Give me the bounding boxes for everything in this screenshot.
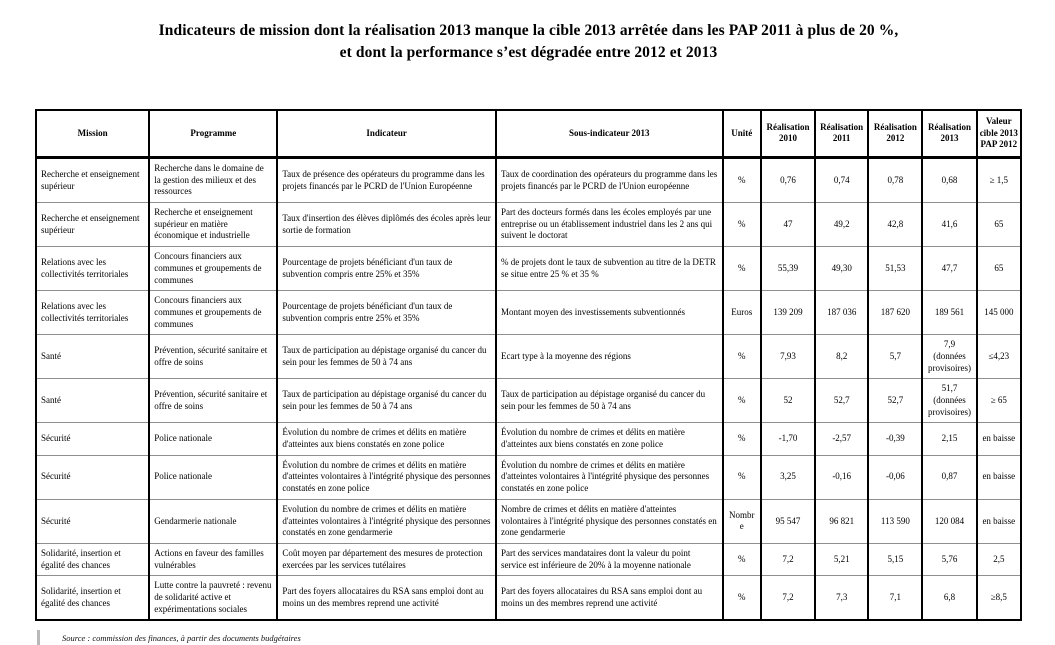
table-cell: 0,87	[922, 455, 976, 499]
table-cell: Concours financiers aux communes et groupements de communes	[149, 247, 277, 291]
table-cell: Part des foyers allocataires du RSA sans emploi dont au moins un des membres reprend une activité	[496, 576, 723, 621]
table-cell: Concours financiers aux communes et groupements de communes	[149, 291, 277, 335]
table-cell: Recherche et enseignement supérieur	[36, 158, 149, 203]
table-cell: Pourcentage de projets bénéficiant d'un taux de subvention compris entre 25% et 35%	[277, 291, 496, 335]
table-cell: Sécurité	[36, 423, 149, 455]
table-cell: Part des foyers allocataires du RSA sans emploi dont au moins un des membres reprend une activité	[277, 576, 496, 621]
column-header-valeur-cible: Valeur cible 2013 PAP 2012	[977, 110, 1021, 158]
table-cell: Recherche dans le domaine de la gestion des milieux et des ressources	[149, 158, 277, 203]
table-row	[36, 335, 1021, 379]
table-cell: 2,5	[977, 543, 1021, 575]
table-cell: % de projets dont le taux de subvention au titre de la DETR se situe entre 25 % et 35 %	[496, 247, 723, 291]
table-cell: 187 036	[815, 291, 868, 335]
table-cell: Gendarmerie nationale	[149, 499, 277, 543]
table-cell: 187 620	[868, 291, 922, 335]
table-header-row	[36, 110, 1021, 158]
table-cell: 145 000	[977, 291, 1021, 335]
table-row	[36, 291, 1021, 335]
table-header	[36, 110, 1021, 158]
table-row	[36, 158, 1021, 203]
table-row	[36, 543, 1021, 575]
table-cell: 0,76	[761, 158, 815, 203]
table-cell: 49,2	[815, 203, 868, 247]
table-cell: Évolution du nombre de crimes et délits en matière d'atteintes aux biens constatés en zone police	[496, 423, 723, 455]
table-cell: ≥ 1,5	[977, 158, 1021, 203]
source-note: Source : commission des finances, à partir des documents budgétaires	[62, 632, 301, 643]
column-header-indicateur: Indicateur	[277, 110, 496, 158]
column-header-realisation-2013: Réalisation 2013	[922, 110, 976, 158]
table-cell: Solidarité, insertion et égalité des chances	[36, 543, 149, 575]
table-cell: -0,39	[868, 423, 922, 455]
table-cell: 7,9 (données provisoires)	[922, 335, 976, 379]
table-cell: 49,30	[815, 247, 868, 291]
table-cell: 52,7	[868, 379, 922, 423]
table-cell: Nombre de crimes et délits en matière d'atteintes volontaires à l'intégrité physique des personnes constatés en zone gendarmerie	[496, 499, 723, 543]
source-row	[37, 630, 1022, 645]
table-cell: Taux de participation au dépistage organisé du cancer du sein pour les femmes de 50 à 74 ans	[277, 379, 496, 423]
table-cell: Évolution du nombre de crimes et délits en matière d'atteintes aux biens constatés en zone police	[277, 423, 496, 455]
table-cell: 51,53	[868, 247, 922, 291]
table-cell: Relations avec les collectivités territoriales	[36, 291, 149, 335]
column-header-realisation-2010: Réalisation 2010	[761, 110, 815, 158]
table-cell: 7,3	[815, 576, 868, 621]
table-cell: en baisse	[977, 423, 1021, 455]
table-cell: Coût moyen par département des mesures de protection exercées par les services tutélaires	[277, 543, 496, 575]
table-cell: %	[723, 379, 761, 423]
table-cell: 52	[761, 379, 815, 423]
table-cell: Santé	[36, 335, 149, 379]
table-cell: Relations avec les collectivités territoriales	[36, 247, 149, 291]
table-cell: 65	[977, 247, 1021, 291]
table-cell: Taux d'insertion des élèves diplômés des écoles après leur sortie de formation	[277, 203, 496, 247]
table-cell: 65	[977, 203, 1021, 247]
table-row	[36, 247, 1021, 291]
table-cell: Taux de participation au dépistage organisé du cancer du sein pour les femmes de 50 à 74 ans	[496, 379, 723, 423]
table-cell: Evolution du nombre de crimes et délits en matière d'atteintes volontaires à l'intégrité physique des personnes constatés en zone gendarmerie	[277, 499, 496, 543]
table-cell: %	[723, 543, 761, 575]
table-cell: Recherche et enseignement supérieur	[36, 203, 149, 247]
table-cell: 189 561	[922, 291, 976, 335]
table-cell: Euros	[723, 291, 761, 335]
page-title-line2: et dont la performance s’est dégradée entre 2012 et 2013	[339, 44, 718, 62]
table-cell: -0,16	[815, 455, 868, 499]
table-cell: 51,7 (données provisoires)	[922, 379, 976, 423]
table-cell: Montant moyen des investissements subventionnés	[496, 291, 723, 335]
table-cell: ≤4,23	[977, 335, 1021, 379]
table-cell: Prévention, sécurité sanitaire et offre de soins	[149, 335, 277, 379]
table-cell: 5,21	[815, 543, 868, 575]
table-cell: 7,2	[761, 543, 815, 575]
table-cell: 47	[761, 203, 815, 247]
table-cell: Prévention, sécurité sanitaire et offre de soins	[149, 379, 277, 423]
table-cell: Sécurité	[36, 499, 149, 543]
table-cell: 5,76	[922, 543, 976, 575]
table-cell: 95 547	[761, 499, 815, 543]
table-cell: 2,15	[922, 423, 976, 455]
table-row	[36, 499, 1021, 543]
table-cell: %	[723, 203, 761, 247]
table-cell: 96 821	[815, 499, 868, 543]
page-title	[90, 20, 967, 65]
table-cell: Taux de coordination des opérateurs du programme dans les projets financés par le PCRD de l'Union européenne	[496, 158, 723, 203]
table-cell: 7,1	[868, 576, 922, 621]
table-cell: 47,7	[922, 247, 976, 291]
table-cell: 0,74	[815, 158, 868, 203]
table-cell: Taux de participation au dépistage organisé du cancer du sein pour les femmes de 50 à 74 ans	[277, 335, 496, 379]
table-row	[36, 455, 1021, 499]
table-cell: Lutte contre la pauvreté : revenu de solidarité active et expérimentations sociales	[149, 576, 277, 621]
table-cell: %	[723, 335, 761, 379]
table-cell: Nombre	[723, 499, 761, 543]
table-cell: 120 084	[922, 499, 976, 543]
table-row	[36, 576, 1021, 621]
table-cell: 0,68	[922, 158, 976, 203]
table-cell: %	[723, 247, 761, 291]
table-cell: 0,78	[868, 158, 922, 203]
column-header-realisation-2011: Réalisation 2011	[815, 110, 868, 158]
page-title-line1: Indicateurs de mission dont la réalisation 2013 manque la cible 2013 arrêtée dans les PAP 2011 à plus de 20 %,	[158, 22, 899, 39]
table-cell: en baisse	[977, 455, 1021, 499]
column-header-programme: Programme	[149, 110, 277, 158]
table-body	[36, 158, 1021, 621]
table-cell: ≥ 65	[977, 379, 1021, 423]
table-cell: 3,25	[761, 455, 815, 499]
table-cell: Pourcentage de projets bénéficiant d'un taux de subvention compris entre 25% et 35%	[277, 247, 496, 291]
table-container	[35, 109, 1022, 621]
table-cell: Solidarité, insertion et égalité des chances	[36, 576, 149, 621]
table-cell: Police nationale	[149, 423, 277, 455]
column-header-realisation-2012: Réalisation 2012	[868, 110, 922, 158]
table-cell: 55,39	[761, 247, 815, 291]
table-cell: 7,93	[761, 335, 815, 379]
table-row	[36, 379, 1021, 423]
table-cell: -2,57	[815, 423, 868, 455]
table-cell: -1,70	[761, 423, 815, 455]
table-cell: 52,7	[815, 379, 868, 423]
table-cell: Police nationale	[149, 455, 277, 499]
table-cell: Santé	[36, 379, 149, 423]
column-header-mission: Mission	[36, 110, 149, 158]
table-row	[36, 423, 1021, 455]
table-cell: Ecart type à la moyenne des régions	[496, 335, 723, 379]
margin-bar	[37, 630, 40, 645]
table-cell: 139 209	[761, 291, 815, 335]
table-cell: 6,8	[922, 576, 976, 621]
table-cell: Évolution du nombre de crimes et délits en matière d'atteintes volontaires à l'intégrité physique des personnes constatés en zone police	[277, 455, 496, 499]
table-row	[36, 203, 1021, 247]
table-cell: en baisse	[977, 499, 1021, 543]
table-cell: %	[723, 423, 761, 455]
table-cell: Taux de présence des opérateurs du programme dans les projets financés par le PCRD de l'Union Européenne	[277, 158, 496, 203]
table-cell: 5,15	[868, 543, 922, 575]
table-cell: 113 590	[868, 499, 922, 543]
table-cell: ≥8,5	[977, 576, 1021, 621]
table-cell: Évolution du nombre de crimes et délits en matière d'atteintes volontaires à l'intégrité physique des personnes constatés en zone police	[496, 455, 723, 499]
table-cell: 8,2	[815, 335, 868, 379]
table-cell: %	[723, 576, 761, 621]
column-header-sous-indicateur: Sous-indicateur 2013	[496, 110, 723, 158]
table-cell: 42,8	[868, 203, 922, 247]
table-cell: -0,06	[868, 455, 922, 499]
table-cell: 41,6	[922, 203, 976, 247]
column-header-unite: Unité	[723, 110, 761, 158]
table-cell: Recherche et enseignement supérieur en matière économique et industrielle	[149, 203, 277, 247]
table-cell: 7,2	[761, 576, 815, 621]
table-cell: Part des services mandataires dont la valeur du point service est inférieure de 20% à la moyenne nationale	[496, 543, 723, 575]
table-cell: Sécurité	[36, 455, 149, 499]
table-cell: %	[723, 455, 761, 499]
table-cell: 5,7	[868, 335, 922, 379]
table-cell: Actions en faveur des familles vulnérables	[149, 543, 277, 575]
table-cell: %	[723, 158, 761, 203]
table-cell: Part des docteurs formés dans les écoles employés par une entreprise ou un établissement industriel dans les 2 ans qui suivent le doctorat	[496, 203, 723, 247]
indicators-table	[35, 109, 1022, 621]
